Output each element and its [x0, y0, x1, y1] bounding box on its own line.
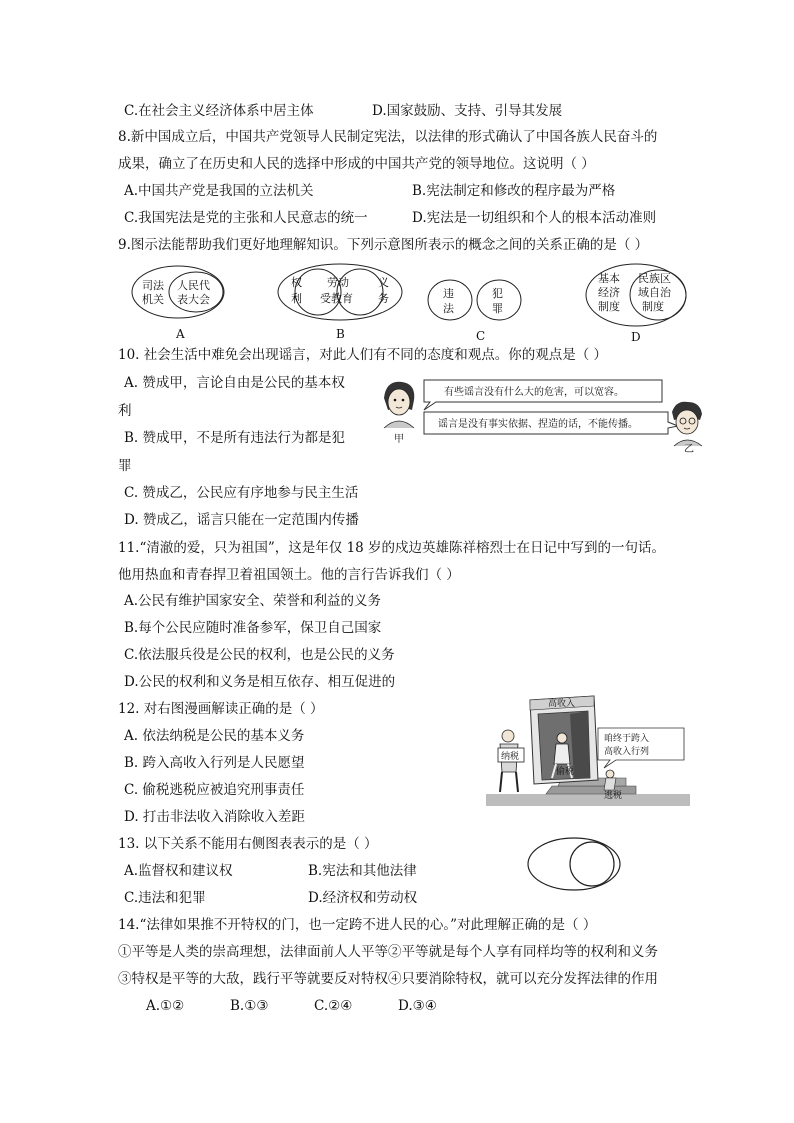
q13-stem: 13. 以下关系不能用右侧图表表示的是（ ）: [118, 836, 378, 852]
q11-stem-line2: 他用热血和青春捍卫着祖国领土。他的言行告诉我们（ ）: [118, 567, 460, 583]
q11-stem-line1: 11.“清澈的爱，只为祖国”，这是年仅 18 岁的戍边英雄陈祥榕烈士在日记中写到的一句话。: [118, 540, 666, 556]
q9-b-left-line2: 利: [291, 292, 302, 305]
q11-option-b: B.每个公民应随时准备参军，保卫自己国家: [124, 620, 382, 636]
q14-option-c: C.②④: [314, 998, 353, 1014]
q9-b-mid-line1: 劳动: [327, 276, 349, 289]
cartoon-tax-label: 纳税: [501, 752, 520, 762]
q9-a-inner-line1: 人民代: [177, 279, 210, 292]
label-jia: 甲: [394, 434, 404, 445]
cartoon-bubble-line2: 高收入行列: [604, 747, 650, 757]
q11-option-a: A.公民有维护国家安全、荣誉和利益的义务: [124, 593, 382, 609]
q9-diagram-a: [132, 266, 224, 341]
q12-option-b: B. 跨入高收入行列是人民愿望: [124, 755, 305, 771]
q9-b-left-line1: 权: [291, 276, 302, 289]
q8-option-b: B.宪法制定和修改的程序最为严格: [412, 183, 616, 199]
q12-option-c: C. 偷税逃税应被追究刑事责任: [124, 782, 305, 798]
q14-statement-line1: ①平等是人类的崇高理想，法律面前人人平等②平等就是每个人享有同样均等的权利和义务: [118, 944, 658, 960]
q9-a-label: A: [176, 327, 185, 341]
q9-c-left-line1: 违: [443, 287, 454, 300]
q8-stem-line2: 成果，确立了在历史和人民的选择中形成的中国共产党的领导地位。这说明（ ）: [118, 156, 595, 172]
q9-c-left-line2: 法: [443, 302, 454, 315]
q13-option-d: D.经济权和劳动权: [308, 890, 418, 906]
q9-d-label: D: [631, 330, 641, 344]
q8-option-a: A.中国共产党是我国的立法机关: [124, 183, 314, 199]
person-jia-illustration: [384, 382, 414, 428]
q9-d-outer-line2: 经济: [598, 286, 620, 299]
q9-c-right-line1: 犯: [492, 287, 503, 300]
q13-option-c: C.违法和犯罪: [124, 890, 206, 906]
q14-option-d: D.③④: [398, 998, 437, 1014]
q9-c-label: C: [476, 329, 486, 343]
q9-diagram-d: [586, 264, 686, 344]
cartoon-escape-label: 逃税: [604, 791, 623, 801]
q9-venn-diagrams: [120, 262, 700, 346]
q8-option-d: D.宪法是一切组织和个人的根本活动准则: [412, 210, 657, 226]
q10-option-c: C. 赞成乙，公民应有序地参与民主生活: [124, 485, 359, 501]
q10-option-d: D. 赞成乙，谣言只能在一定范围内传播: [124, 512, 359, 528]
label-yi: 乙: [684, 444, 694, 454]
q9-diagram-c: [428, 280, 521, 343]
cartoon-door-sign: 高收入: [548, 699, 576, 709]
q11-option-d: D.公民的权利和义务是相互依存、相互促进的: [124, 674, 396, 690]
q7-option-c: C.在社会主义经济体系中居主体: [124, 103, 314, 119]
q10-stem: 10. 社会生活中难免会出现谣言，对此人们有不同的态度和观点。你的观点是（ ）: [118, 347, 608, 363]
q11-option-c: C.依法服兵役是公民的权利，也是公民的义务: [124, 647, 395, 663]
q10-option-a-line1: A. 赞成甲，言论自由是公民的基本权: [124, 375, 345, 391]
q9-b-right-line1: 义: [378, 276, 389, 289]
q12-stem: 12. 对右图漫画解读正确的是（ ）: [118, 701, 324, 717]
q9-a-inner-line2: 表大会: [177, 293, 210, 306]
q9-b-right-line2: 务: [378, 292, 389, 305]
q9-b-mid-line2: 受教育: [320, 292, 353, 305]
q9-d-inner-line1: 民族区: [638, 272, 671, 285]
q9-a-outer-line1: 司法: [142, 279, 164, 292]
q14-option-b: B.①③: [230, 998, 269, 1014]
q10-option-b-line1: B. 赞成甲，不是所有违法行为都是犯: [124, 430, 346, 446]
q10-dialogue-illustration: [374, 376, 714, 454]
person-yi-illustration: [672, 402, 702, 446]
speech-jia: 有些谣言没有什么大的危害，可以宽容。: [444, 387, 624, 398]
q9-stem: 9.图示法能帮助我们更好地理解知识。下列示意图所表示的概念之间的关系正确的是（ ）: [118, 237, 649, 253]
q9-a-outer-line2: 机关: [142, 293, 164, 306]
q12-tax-cartoon: [486, 694, 690, 806]
q13-nested-ellipse-diagram: [526, 836, 622, 892]
q14-statement-line2: ③特权是平等的大敌，践行平等就要反对特权④只要消除特权，就可以充分发挥法律的作用: [118, 971, 658, 987]
escaper-figure: [604, 770, 616, 790]
q9-d-outer-line1: 基本: [598, 272, 620, 285]
cartoon-evade-label: 偷税: [556, 767, 575, 777]
q10-option-b-line2: 罪: [118, 458, 132, 474]
q14-option-a: A.①②: [146, 998, 185, 1014]
q13-option-a: A.监督权和建议权: [124, 863, 233, 879]
q10-option-a-line2: 利: [118, 403, 132, 419]
q12-option-d: D. 打击非法收入消除收入差距: [124, 809, 305, 825]
q14-stem: 14.“法律如果推不开特权的门，也一定跨不进人民的心。”对此理解正确的是（ ）: [118, 917, 597, 933]
q9-diagram-b: [278, 264, 402, 341]
q9-c-right-line2: 罪: [492, 302, 503, 315]
q13-option-b: B.宪法和其他法律: [308, 863, 417, 879]
q12-option-a: A. 依法纳税是公民的基本义务: [124, 728, 305, 744]
q8-stem-line1: 8.新中国成立后，中国共产党领导人民制定宪法，以法律的形式确认了中国各族人民奋斗的: [118, 129, 658, 145]
q9-d-inner-line2: 域自治: [638, 286, 671, 299]
q7-option-d: D.国家鼓励、支持、引导其发展: [372, 103, 563, 119]
q9-d-outer-line3: 制度: [598, 300, 620, 313]
speech-yi: 谣言是没有事实依据、捏造的话，不能传播。: [438, 419, 638, 430]
q9-b-label: B: [336, 327, 345, 341]
q9-d-inner-line3: 制度: [642, 300, 664, 313]
q8-option-c: C.我国宪法是党的主张和人民意志的统一: [124, 210, 368, 226]
cartoon-bubble-line1: 咱终于跨入: [604, 734, 650, 744]
